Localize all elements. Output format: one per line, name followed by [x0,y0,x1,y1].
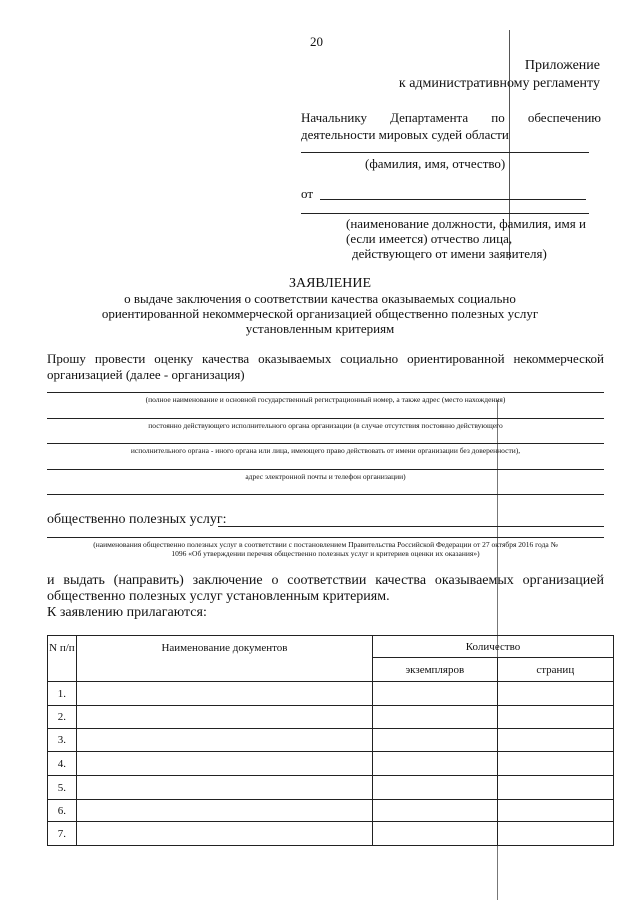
header-num: N п/п [48,636,77,682]
fio-line [301,152,589,153]
applicant-line [301,213,589,214]
copies-cell[interactable] [373,729,497,752]
org-caption4: адрес электронной почты и телефон организации) [245,472,406,481]
org-line1 [47,392,604,393]
doc-name-cell[interactable] [76,752,372,776]
row-number: 5. [48,776,77,800]
appendix-subtitle: к административному регламенту [398,76,600,91]
services-line2 [47,537,604,538]
doc-name-cell[interactable] [76,800,372,822]
doc-name-cell[interactable] [76,682,372,706]
row-number: 7. [48,822,77,846]
appendix-title: Приложение [524,58,600,73]
document-subtitle3: установленным критериям [245,321,395,336]
table-row [48,706,614,729]
row-number: 4. [48,752,77,776]
copies-cell[interactable] [373,822,497,846]
copies-cell[interactable] [373,800,497,822]
pages-cell[interactable] [497,729,613,752]
doc-name-cell[interactable] [76,822,372,846]
header-quantity: Количество [373,636,614,658]
copies-cell[interactable] [373,706,497,729]
services-line [218,526,604,527]
doc-name-cell[interactable] [76,706,372,729]
document-title: ЗАЯВЛЕНИЕ [288,276,372,291]
table-row [48,776,614,800]
page-number: 20 [310,34,323,49]
applicant-caption1: (наименование должности, фамилия, имя и [346,216,586,231]
org-caption1: (полное наименование и основной государственный регистрационный номер, а также адрес (место нахождения) [145,395,506,404]
table-row [48,822,614,846]
pages-cell[interactable] [497,822,613,846]
issue-line1: и выдать (направить) заключение о соответствии качества оказываемых организацией [47,573,604,588]
org-line3 [47,443,604,444]
applicant-caption2: (если имеется) отчество лица, [346,231,513,246]
services-caption1: (наименования общественно полезных услуг в соответствии с постановлением Правительства Российской Федерации от 27 октября 2016 года № [93,540,558,549]
doc-name-cell[interactable] [76,776,372,800]
copies-cell[interactable] [373,682,497,706]
fio-caption: (фамилия, имя, отчество) [365,156,506,171]
pages-cell[interactable] [497,682,613,706]
org-line4 [47,469,604,470]
row-number: 2. [48,706,77,729]
from-line [320,199,586,200]
addressee-line2: деятельности мировых судей области [301,127,509,142]
header-pages: страниц [497,658,613,682]
table-row [48,752,614,776]
request-line1: Прошу провести оценку качества оказываемых социально ориентированной некоммерческой [47,351,604,366]
row-number: 6. [48,800,77,822]
org-line2 [47,418,604,419]
services-caption2: 1096 «Об утверждении перечня общественно полезных услуг и критериев оценки их оказания») [171,549,480,558]
pages-cell[interactable] [497,706,613,729]
row-number: 1. [48,682,77,706]
doc-name-cell[interactable] [76,729,372,752]
header-doc-name: Наименование документов [76,636,372,682]
attachments-label: К заявлению прилагаются: [47,605,207,620]
header-copies: экземпляров [373,658,497,682]
request-line2: организацией (далее - организация) [47,367,245,382]
org-line5 [47,494,604,495]
document-subtitle1: о выдаче заключения о соответствии качества оказываемых социально [124,291,516,306]
pages-cell[interactable] [497,752,613,776]
table-row [48,682,614,706]
org-caption2: постоянно действующего исполнительного органа организации (в случае отсутствия постоянно действующего [148,421,503,430]
table-row [48,800,614,822]
services-label: общественно полезных услуг: [47,512,227,527]
copies-cell[interactable] [373,776,497,800]
documents-table [47,635,614,846]
row-number: 3. [48,729,77,752]
from-label: от [301,186,314,201]
org-caption3: исполнительного органа - иного органа или лица, имеющего право действовать от имени организации без доверенности), [130,446,521,455]
addressee-line1: Начальнику Департамента по обеспечению [301,110,601,125]
issue-line2: общественно полезных услуг установленным критериям. [47,589,390,604]
copies-cell[interactable] [373,752,497,776]
table-row [48,729,614,752]
pages-cell[interactable] [497,800,613,822]
pages-cell[interactable] [497,776,613,800]
applicant-caption3: действующего от имени заявителя) [352,246,547,261]
document-subtitle2: ориентированной некоммерческой организацией общественно полезных услуг [101,306,539,321]
